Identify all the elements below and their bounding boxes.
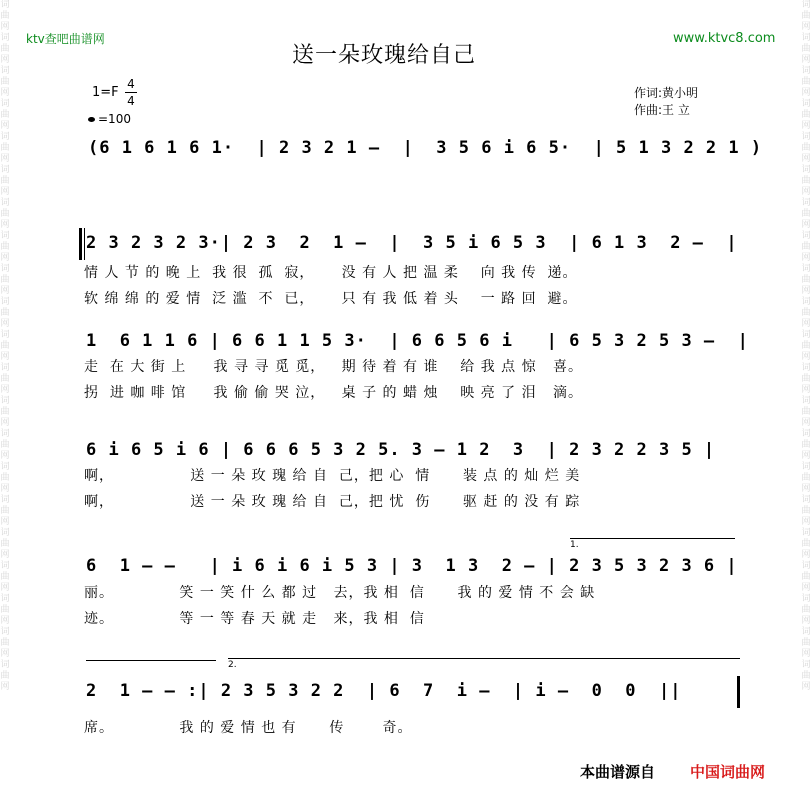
line2-notes: 1 6 1 1 6 | 6 6 1 1 5 3· | 6 6 5 6 i | 6 5 3 2 5 3 – | [86,331,749,351]
time-signature-bottom: 4 [127,94,135,108]
volta2-label: 2. [228,660,237,670]
intro-notes: (6 1 6 1 6 1· | 2 3 2 1 – | 3 5 6 i 6 5· | 5 1 3 2 2 1 ) [88,138,763,158]
lyricist: 作词:黄小明 [634,86,699,100]
tempo-value: =100 [98,112,131,126]
final-bar [737,676,740,708]
time-signature-top: 4 [127,77,135,91]
line4-lyric-verse2: 迹。 等 一 等 春 天 就 走 来，我 相 信 [84,611,425,627]
time-signature-bar [125,92,137,93]
line1-lyric-verse2: 软 绵 绵 的 爱 情 泛 滥 不 已， 只 有 我 低 着 头 一 路 回 避。 [84,291,578,307]
watermark-strip-right: 词曲网词曲网词曲网词曲网词曲网词曲网词曲网词曲网词曲网词曲网词曲网词曲网词曲网词曲网词曲网词曲网词曲网词曲网词曲网词曲网词曲网 [801,0,811,692]
quarter-note-icon [88,117,95,122]
line3-lyric-verse1: 啊， 送 一 朵 玫 瑰 给 自 己，把 心 情 装 点 的 灿 烂 美 [84,468,581,484]
line4-notes: 6 1 – – | i 6 i 6 i 5 3 | 3 1 3 2 – | 2 3 5 3 2 3 6 | [86,556,738,576]
volta1-label: 1. [570,540,579,550]
source-site-link[interactable]: 中国词曲网 [690,763,766,781]
time-signature [125,77,137,108]
line3-notes: 6 i 6 5 i 6 | 6 6 6 5 3 2 5. 3 – 1 2 3 | 2 3 2 2 3 5 | [86,440,716,460]
volta1-bracket [570,538,735,539]
line5-notes: 2 1 – – :| 2 3 5 3 2 2 | 6 7 i – | i – 0 0 || [86,681,682,701]
line5-lyric-verse1: 席。 我 的 爱 情 也 有 传 奇。 [84,720,413,736]
volta1-bracket-continued [86,660,216,661]
line1-notes: 2 3 2 3 2 3·| 2 3 2 1 – | 3 5 i 6 5 3 | 6 1 3 2 – | [86,233,738,253]
source-label: 本曲谱源自 [580,763,656,781]
site-label-left[interactable]: ktv查吧曲谱网 [26,32,105,46]
volta2-bracket [228,658,740,659]
line1-lyric-verse1: 情 人 节 的 晚 上 我 很 孤 寂， 没 有 人 把 温 柔 向 我 传 递。 [84,265,578,281]
line2-lyric-verse1: 走 在 大 街 上 我 寻 寻 觅 觅， 期 待 着 有 谁 给 我 点 惊 喜。 [84,359,583,375]
line2-lyric-verse2: 拐 进 咖 啡 馆 我 偷 偷 哭 泣， 桌 子 的 蜡 烛 映 亮 了 泪 滴。 [84,385,583,401]
repeat-start-thin-bar [84,228,85,260]
site-label-right[interactable]: www.ktvc8.com [673,31,776,46]
song-title: 送一朵玫瑰给自己 [292,43,477,68]
line3-lyric-verse2: 啊， 送 一 朵 玫 瑰 给 自 己，把 忧 伤 驱 赶 的 没 有 踪 [84,494,581,510]
key-signature: 1=F [92,85,119,100]
tempo-marking [88,112,131,126]
watermark-strip-left: 词曲网词曲网词曲网词曲网词曲网词曲网词曲网词曲网词曲网词曲网词曲网词曲网词曲网词曲网词曲网词曲网词曲网词曲网词曲网词曲网词曲网 [0,0,10,692]
composer: 作曲:王 立 [634,103,690,117]
repeat-start-bar [79,228,82,260]
line4-lyric-verse1: 丽。 笑 一 笑 什 么 都 过 去，我 相 信 我 的 爱 情 不 会 缺 [84,585,596,601]
